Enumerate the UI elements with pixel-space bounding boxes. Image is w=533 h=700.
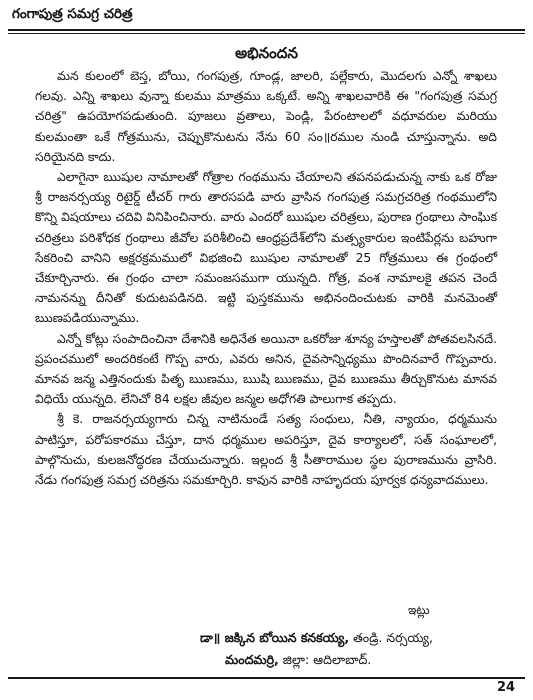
signature-village: మందమర్రి, [225,652,279,667]
footer-rule [8,677,525,679]
section-heading: అభినందన [235,44,298,62]
header-rule-thin [8,33,525,34]
paragraph: ఎన్నో కోట్లు సంపాదించినా దేశానికి అధినేత అయినా ఒకరోజు శూన్య హస్తాలతో పోతవలసినదే. ప్రపంచములో అందరికంటే గొప్ప వారు, ఎవరు అనిన, దైవసాన్నిధ్యము పొందినవారే గొప్పవారు. మానవ జన్మ ఎత్తినందుకు పితృ ఋణము, ఋషి ఋణము, దైవ ఋణము తీర్చుకొనుట మానవ విధియే యున్నది. లేనిచో 84 లక్షల జీవుల జన్మల అధోగతి పాలుగాక తప్పదు. [35,331,497,407]
closing-word: ఇట్లు [408,603,430,617]
signature-district: జిల్లా: ఆదిలాబాద్. [282,652,372,667]
signature-name: డా॥ జక్కిన బోయిన కనకయ్య, [200,630,350,645]
header-rule [8,29,525,31]
paragraph: మన కులంలో బెస్త, బోయి, గంగపుత్ర, గూండ్ల, జాలరి, పల్లేకారు, మొదలగు ఎన్నో శాఖలు గలవు. ఎన్ని శాఖలు వున్నా కులము మాత్రము ఒక్కటే. అన్ని శాఖలవారికి ఈ "గంగపుత్ర సమగ్ర చరిత్ర" ఉపయోగపడుతుంది. పూజలు వ్రతాలు, పెండ్లి, పేరంటాలలో వధూవరుల మరియు కులమంతా ఒకే గోత్రమును, చెప్పుకొనుటను నేను 60 సం॥రముల నుండి చూస్తున్నాను. అది సరియైనది కాదు. [35,69,497,164]
paragraph: ఎలాగైనా ఋషుల నామాలతో గోత్రాల గంథమును చేయాలని తపనపడుచున్న నాకు ఒక రోజు శ్రీ రాజనర్సయ్య రిటైర్డ్ టీచర్ గారు తారసపడి వారు వ్రాసిన గంగపుత్ర సమగ్రచరిత్ర గంథములోని కొన్ని విషయాలు చదివి వినిపించినారు. వారు ఎందరో ఋషుల చరిత్రలు, పురాణ గ్రంథాలు సాంఘిక చరిత్రలు పరిశోధక గ్రంథాలు జీవోల పరిశీలించి ఆంధ్రప్రదేశ్‌లోని మత్స్యకారుల ఇంటిపేర్లను బహుగా సేకరించి వానిని అక్షరక్రమములో విభజించి ఋషుల నామాలతో 25 గోత్రములు ఈ గ్రంథంలో చేకూర్చినారు. ఈ గ్రంథం చాలా సమంజసముగా యున్నది. గోత్ర, వంశ నామాలకై తపన చెందే నామనన్ను దీనితో కుదుటపడినది. ఇట్టి పుస్తకమును అభినందించుటకు వారికి మనమెంతో ఋణపడియున్నాము. [35,170,497,326]
page-number: 24 [497,680,516,695]
running-title: గంగాపుత్ర సమగ్ర చరిత్ర [12,6,133,22]
signature-line-2 [225,652,371,671]
body-text [35,66,497,490]
page-header [8,5,525,25]
signature-father: తండ్రి. నర్సయ్య, [353,630,433,645]
signature-line-1 [200,630,433,649]
paragraph: శ్రీ కె. రాజనర్సయ్యగారు చిన్న నాటినుండే సత్య సంధులు, నీతి, న్యాయం, ధర్మమును పాటిస్తూ, పరోపకారము చేస్తూ, దాన ధర్మముల అపరిస్తూ, దైవ కార్యాలలో, సత్ సంఘాలలో, పాల్గొనుచు, కులజనోద్ధరణ చేయుచున్నారు. ఇల్లంద శ్రీ సీతారాముల స్థల పురాణమును వ్రాసిరి. నేడు గంగపుత్ర సమగ్ర చరిత్రను సమకూర్చిరి. కావున వారికి నాహృదయ పూర్వక ధన్యవాదములు. [35,412,497,488]
